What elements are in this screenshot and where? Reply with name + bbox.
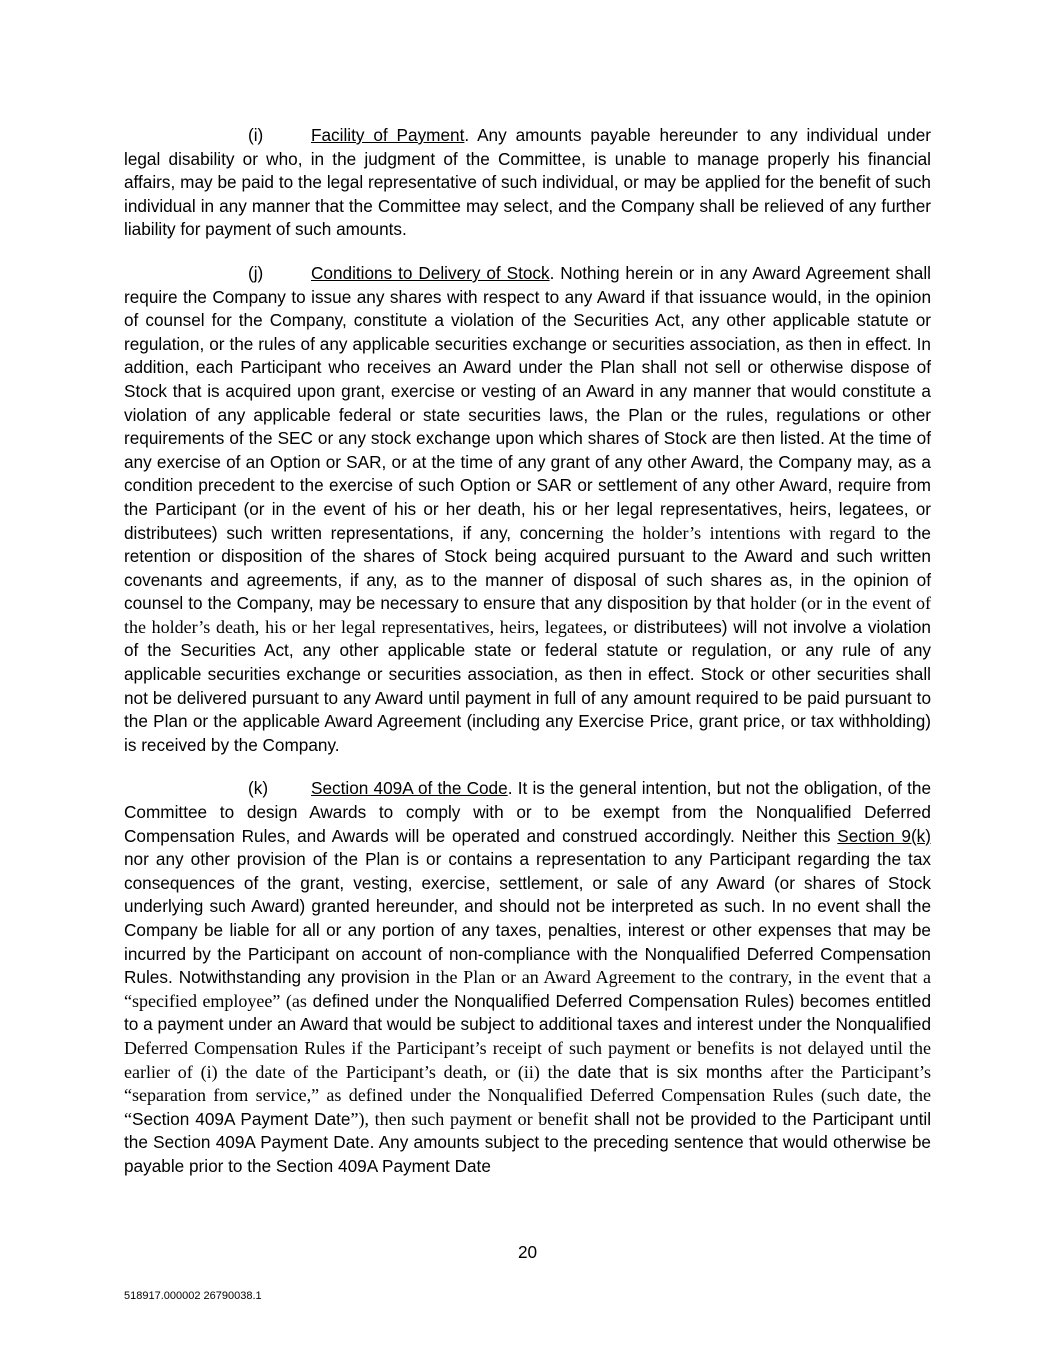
section-9k-reference: Section 9(k) <box>837 825 931 846</box>
document-id-footer: 518917.000002 26790038.1 <box>124 1290 262 1302</box>
section-j-text-e: distributees) will not involve a violation of the Securities Act, any other applicable state or federal statute or regulation, or any rule of any applicable securities exchange or securities association, as then in effect. Stock or other securities shall not be delivered pursuant to any Award until payment in full of any amount required to be paid pursuant to the Plan or the applicable Award Agreement (including any Exercise Price, grant price, or tax withholding) is received by the Company. <box>124 616 931 755</box>
section-k-heading: Section 409A of the Code <box>311 778 508 799</box>
section-k-tag: (k) <box>248 778 269 799</box>
document-page <box>124 124 931 1199</box>
section-k-text-b: nor any other provision of the Plan is or contains a representation to any Participant regarding the tax consequences of the grant, vesting, exercise, settlement, or sale of any Award (or shares of Stock underlying such Award) granted hereunder, and should not be interpreted as such. In no event shall the Company be liable for all or any portion of any taxes, penalties, interest or other expenses that may be incurred by the Participant on account of non-compliance with the Nonqualified Deferred Compensation Rules. Notwithstanding any provision <box>124 849 931 988</box>
section-k-text-i: ”), then such payment or benefit <box>350 1108 589 1129</box>
section-k-text-f: date that is six months <box>569 1061 771 1082</box>
section-k-text-e: Deferred Compensation Rules if the Participant’s receipt of such payment or benefits is not delayed until the earlier of (i) the date of the Participant’s death, or (ii) the <box>124 1037 931 1082</box>
section-j-heading-punct: . <box>549 262 561 283</box>
section-i-text: Any amounts payable hereunder to any individual under legal disability or who, in the judgment of the Committee, is unable to manage properly his financial affairs, may be paid to the legal representative of such individual, or may be applied for the benefit of such individual in any manner that the Committee may select, and the Company shall be relieved of any further liability for payment of such amounts. <box>124 125 931 240</box>
section-i-tag: (i) <box>248 125 264 145</box>
section-k-text-j: shall not be provided to the Participant until the Section 409A Payment Date. Any amounts subject to the preceding sentence that would otherwise be payable prior to the Section 409A Payment Date <box>124 1108 932 1176</box>
section-j-tag: (j) <box>248 262 264 283</box>
section-j-text-b: rning the holder’s intentions with regard <box>565 522 876 543</box>
section-i-heading: Facility of Payment <box>311 125 465 145</box>
section-j-paragraph <box>124 262 931 757</box>
section-k-paragraph <box>124 777 931 1178</box>
section-j-text-c: to the retention or disposition of the shares of Stock being acquired pursuant to the Award and such written covenants and agreements, if any, as to the manner of disposal of such shares as, in the opinion of counsel to the Company, may be necessary to ensure that any disposition by that <box>124 522 931 614</box>
section-k-text-a: It is the general intention, but not the obligation, of the Committee to design Awards to comply with or to be exempt from the Nonqualified Deferred Compensation Rules, and Awards will be operated and construed accordingly. Neither this <box>124 778 932 846</box>
section-j-heading: Conditions to Delivery of Stock <box>311 262 550 283</box>
section-k-text-c: in the Plan or an Award Agreement to the contrary, in the event that a “specified employee” (as <box>124 967 931 1011</box>
section-i-heading-punct: . <box>464 125 478 145</box>
section-k-text-g: after the Participant’s “separation from service,” as defined under the Nonqualified Deferred Compensation Rules (such date, the “ <box>124 1061 931 1129</box>
section-i-paragraph <box>124 124 931 242</box>
section-j-text-a: Nothing herein or in any Award Agreement shall require the Company to issue any shares with respect to any Award if that issuance would, in the opinion of counsel for the Company, constitute a violation of the Securities Act, any other applicable statute or regulation, or the rules of any applicable securities exchange or securities association, as then in effect. In addition, each Participant who receives an Award under the Plan shall not sell or otherwise dispose of Stock that is acquired upon grant, exercise or vesting of an Award in any manner that would constitute a violation of any applicable federal or state securities laws, the Plan or the rules, regulations or other requirements of the SEC or any stock exchange upon which shares of Stock are then listed. At the time of any exercise of an Option or SAR, or at the time of any grant of any other Award, the Company may, as a condition precedent to the exercise of such Option or SAR or settlement of any other Award, require from the Participant (or in the event of his or her death, his or her legal representatives, heirs, legatees, or distributees) such written representations, if any, conce <box>124 262 931 543</box>
section-k-text-h: Section 409A Payment Date <box>132 1108 351 1129</box>
section-k-heading-punct: . <box>507 778 518 799</box>
section-j-text-d: holder (or in the event of the holder’s death, his or her legal representatives, heirs, legatees, or <box>124 593 932 637</box>
page-number: 20 <box>517 1242 538 1262</box>
section-k-text-d: defined under the Nonqualified Deferred Compensation Rules) becomes entitled to a payment under an Award that would be subject to additional taxes and interest under the Nonqualified <box>124 990 931 1035</box>
